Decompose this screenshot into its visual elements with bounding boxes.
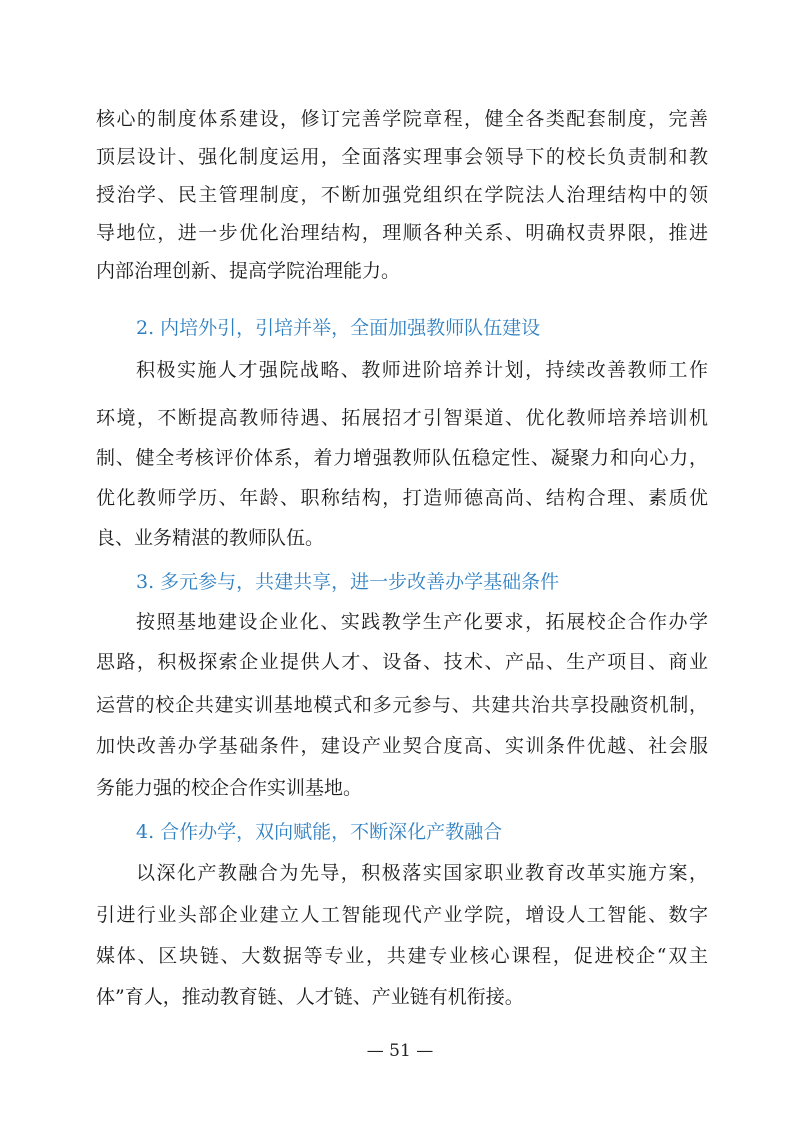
page-number: — 51 —	[366, 1041, 434, 1061]
text-line: 环境，不断提高教师待遇、拓展招才引智渠道、优化教师培养培训机	[96, 407, 708, 429]
text-line: 优化教师学历、年龄、职称结构，打造师德高尚、结构合理、素质优	[96, 487, 708, 509]
section-heading-2: 2. 内培外引，引培并举，全面加强教师队伍建设	[136, 317, 541, 339]
text-line: 顶层设计、强化制度运用，全面落实理事会领导下的校长负责制和教	[96, 146, 708, 168]
text-line: 按照基地建设企业化、实践教学生产化要求，拓展校企合作办学	[136, 611, 708, 633]
text-line: 积极实施人才强院战略、教师进阶培养计划，持续改善教师工作	[136, 359, 708, 381]
text-line: 运营的校企共建实训基地模式和多元参与、共建共治共享投融资机制，	[96, 694, 708, 716]
section-heading-4: 4. 合作办学，双向赋能，不断深化产教融合	[136, 821, 503, 843]
section-heading-3: 3. 多元参与，共建共享，进一步改善办学基础条件	[136, 571, 560, 593]
text-line: 内部治理创新、提高学院治理能力。	[96, 260, 401, 282]
text-line: 授治学、民主管理制度，不断加强党组织在学院法人治理结构中的领	[96, 184, 708, 206]
text-line: 核心的制度体系建设，修订完善学院章程，健全各类配套制度，完善	[96, 108, 708, 130]
text-line: 引进行业头部企业建立人工智能现代产业学院，增设人工智能、数字	[96, 904, 708, 926]
text-line: 务能力强的校企合作实训基地。	[96, 777, 363, 799]
text-line: 制、健全考核评价体系，着力增强教师队伍稳定性、凝聚力和向心力，	[96, 447, 708, 469]
text-line: 加快改善办学基础条件，建设产业契合度高、实训条件优越、社会服	[96, 735, 708, 757]
text-line: 良、业务精湛的教师队伍。	[96, 527, 325, 549]
text-line: 体”育人，推动教育链、人才链、产业链有机衔接。	[96, 986, 524, 1008]
text-line: 思路，积极探索企业提供人才、设备、技术、产品、生产项目、商业	[96, 651, 708, 673]
text-line: 导地位，进一步优化治理结构，理顺各种关系、明确权责界限，推进	[96, 222, 708, 244]
text-line: 以深化产教融合为先导，积极落实国家职业教育改革实施方案，	[136, 862, 708, 884]
text-line: 媒体、区块链、大数据等专业，共建专业核心课程，促进校企“双主	[96, 945, 708, 967]
